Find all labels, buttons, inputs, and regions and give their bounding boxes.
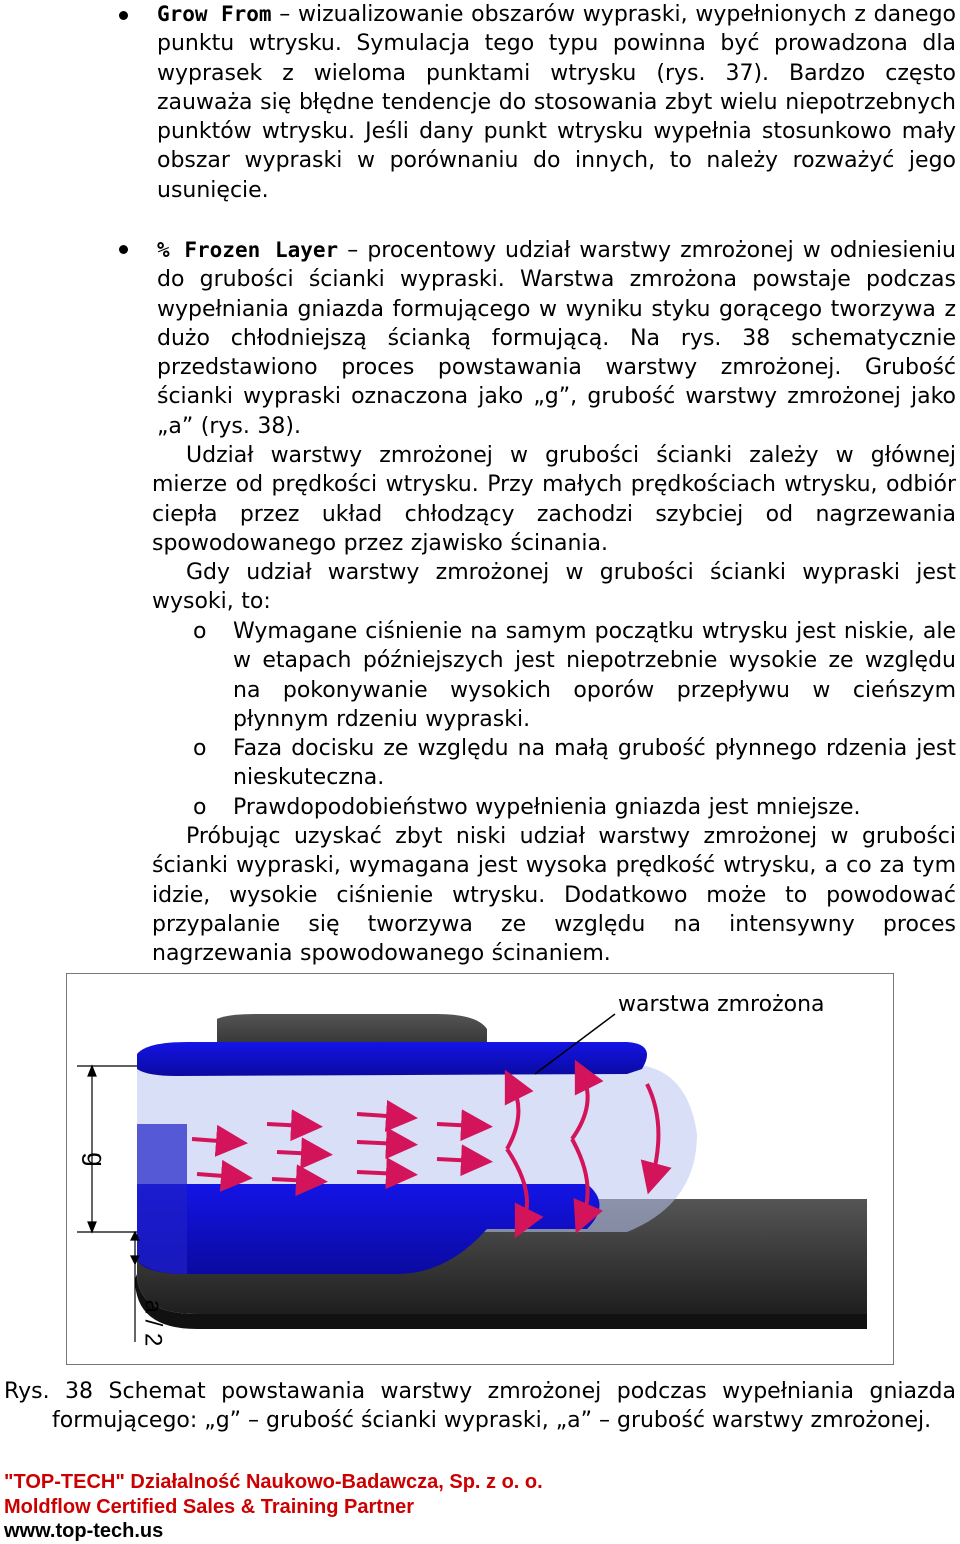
flow-arrow (272, 1179, 312, 1181)
caption-text: Rys. 38 Schemat powstawania warstwy zmrożonej podczas wypełniania gniazda formującego: „g” – grubość ścianki wypraski, „a” – grubość warstwy zmrożonej. (4, 1379, 956, 1434)
bullet-text: – wizualizowanie obszarów wypraski, wypełnionych z danego punktu wtrysku. Symulacja tego typu powinna być prowadzona dla wyprasek z wieloma punktami wtrysku (rys. 37). Bardzo często zauważa się błędne tendencje do stosowania zbyt wielu niepotrzebnych punktów wtrysku. Jeśli dany punkt wtrysku wypełnia stosunkowo mały obszar wypraski w porównaniu do innych, to należy rozważyć jego usunięcie. (157, 2, 957, 203)
bullet-marker (119, 245, 128, 254)
flow-arrow (357, 1142, 402, 1144)
flow-arrow (437, 1124, 477, 1126)
flow-arrow (267, 1124, 307, 1126)
figure-illustration (67, 974, 893, 1364)
dimension-a2-label: a / 2 (139, 1299, 167, 1347)
paragraph-high-share: Gdy udział warstwy zmrożonej w grubości ścianki wypraski jest wysoki, to: (152, 560, 956, 615)
sub-bullet-marker: o (193, 736, 207, 761)
flow-arrow (357, 1172, 402, 1174)
figure-frozen-layer (66, 973, 894, 1365)
footer-partner: Moldflow Certified Sales & Training Partner (4, 1496, 415, 1518)
figure-caption (4, 1377, 956, 1436)
paragraph-speed: Udział warstwy zmrożonej w grubości ścianki zależy w głównej mierze od prędkości wtrysku. Przy małych prędkościach wtrysku, odbiór ciepła przez układ chłodzący zachodzi szybciej od nagrzewania spowodowanego przez zjawisko ścinania. (152, 443, 956, 556)
bullet-marker (119, 11, 128, 20)
footer-company: "TOP-TECH" Działalność Naukowo-Badawcza, Sp. z o. o. (4, 1471, 543, 1493)
frozen-layer-label: warstwa zmrożona (618, 992, 825, 1017)
sub-bullet-item: Wymagane ciśnienie na samym początku wtrysku jest niskie, ale w etapach późniejszych jest niepotrzebnie wysokie ze względu na pokonywanie wysokich oporów przepływu w cieńszym płynnym rdzeniu wypraski. (233, 619, 956, 732)
flow-arrow (437, 1159, 477, 1161)
bullet-grow-from (157, 0, 956, 205)
sub-bullet-marker: o (193, 619, 207, 644)
footer-website: www.top-tech.us (4, 1520, 164, 1542)
bullet-frozen-layer (157, 236, 956, 441)
bullet-text: – procentowy udział warstwy zmrożonej w odniesieniu do grubości ścianki wypraski. Warstwa zmrożona powstaje podczas wypełniania gniazda formującego w wyniku styku gorącego tworzywa z dużo chłodniejszą ścianką formującą. Na rys. 38 schematycznie przedstawiono proces powstawania warstwy zmrożonej. Grubość ścianki wypraski oznaczona jako „g”, grubość warstwy zmrożonej jako „a” (rys. 38). (157, 238, 956, 439)
dimension-g (77, 1066, 139, 1342)
sub-bullet-marker: o (193, 795, 207, 820)
flow-arrow (277, 1152, 317, 1154)
frozen-layer-face (137, 1124, 187, 1274)
term-frozen-layer: % Frozen Layer (157, 238, 339, 262)
paragraph-low-share: Próbując uzyskać zbyt niski udział warstwy zmrożonej w grubości ścianki wypraski, wymagana jest wysoka prędkość wtrysku, a co za tym idzie, wysokie ciśnienie wtrysku. Dodatkowo może to powodować przypalanie się tworzywa ze względu na intensywny proces nagrzewania spowodowanego ścinaniem. (152, 824, 956, 967)
sub-bullet-item: Faza docisku ze względu na małą grubość płynnego rdzenia jest nieskuteczna. (233, 736, 956, 791)
sub-bullet-item: Prawdopodobieństwo wypełnienia gniazda jest mniejsze. (233, 795, 861, 820)
dimension-g-label: g (81, 1152, 112, 1167)
term-grow-from: Grow From (157, 2, 272, 26)
